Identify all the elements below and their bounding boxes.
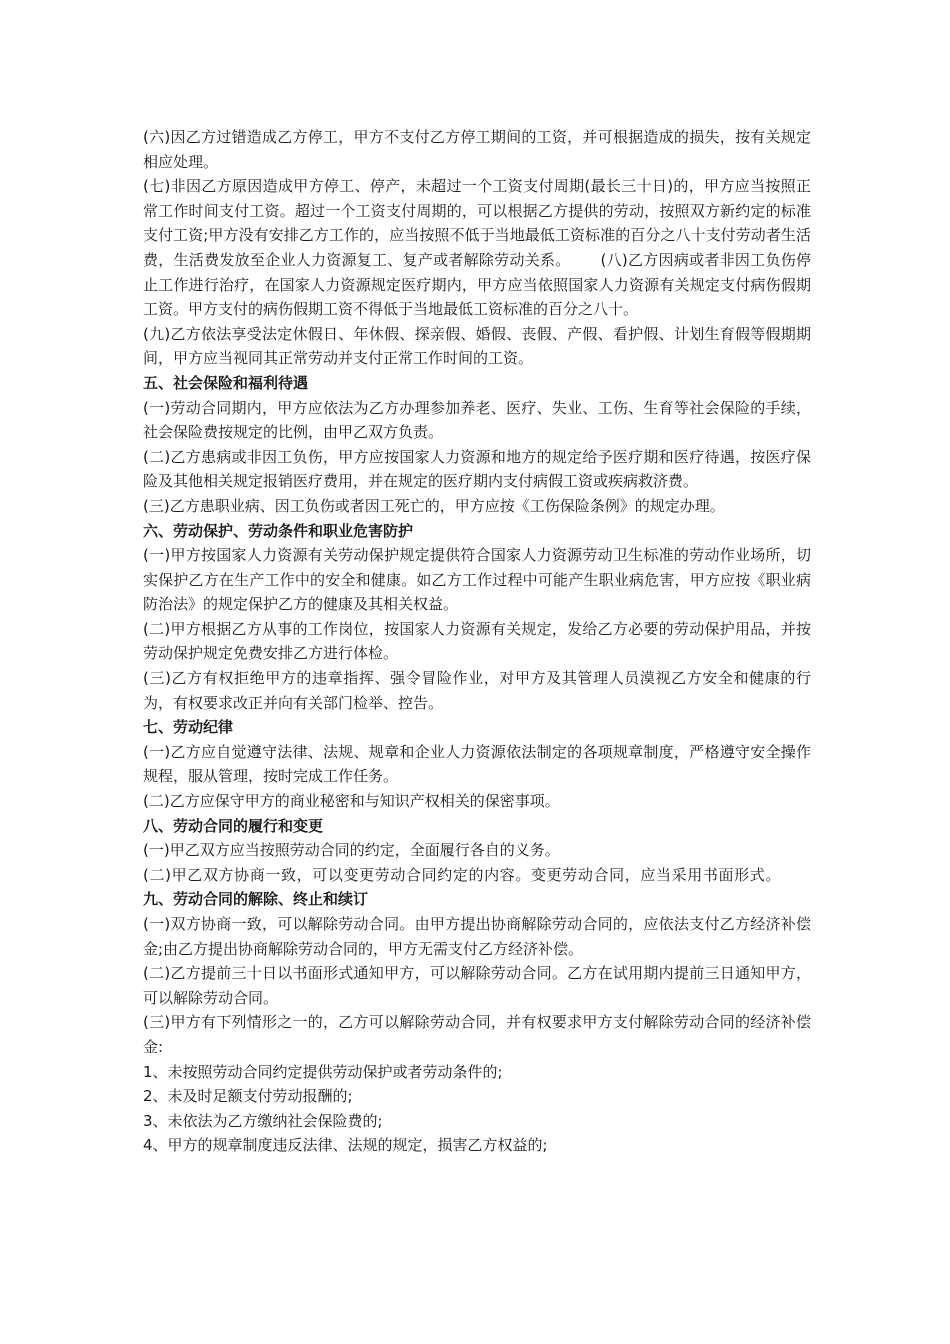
paragraph: (九)乙方依法享受法定休假日、年休假、探亲假、婚假、丧假、产假、看护假、计划生育假等假期期间，甲方应当视同其正常劳动并支付正常工作时间的工资。 xyxy=(143,324,811,368)
paragraph: (一)乙方应自觉遵守法律、法规、规章和企业人力资源依法制定的各项规章制度，严格遵守安全操作规程，服从管理，按时完成工作任务。 xyxy=(143,742,811,786)
paragraph: (六)因乙方过错造成乙方停工，甲方不支付乙方停工期间的工资，并可根据造成的损失，按有关规定相应处理。 xyxy=(143,128,811,171)
paragraph: (一)甲乙双方应当按照劳动合同的约定，全面履行各自的义务。 xyxy=(143,841,560,860)
paragraph-text: (七)非因乙方原因造成甲方停工、停产，未超过一个工资支付周期(最长三十日)的，甲方应当按照正常工作时间支付工资。超过一个工资支付周期的，可以根据乙方提供的劳动，按照双方新约定的标准支付工资;甲方没有安排乙方工作的，应当按照不低于当地最低工资标准的百分之八十支付劳动者生活费，生活费发放至企业人力资源复工、复产或者解除劳动关系。 xyxy=(143,177,811,269)
paragraph: (二)乙方患病或非因工负伤，甲方应按国家人力资源和地方的规定给予医疗期和医疗待遇，按医疗保险及其他相关规定报销医疗费用，并在规定的医疗期内支付病假工资或疾病救济费。 xyxy=(143,447,811,491)
paragraph-text: (八)乙方因病或者非因工负伤停止工作进行治疗，在国家人力资源规定医疗期内，甲方应当依照国家人力资源有关规定支付病伤假期工资。甲方支付的病伤假期工资不得低于当地最低工资标准的百分之八十。 xyxy=(143,250,811,319)
paragraph: (三)甲方有下列情形之一的，乙方可以解除劳动合同，并有权要求甲方支付解除劳动合同的经济补偿金: xyxy=(143,1013,811,1056)
paragraph: (二)乙方应保守甲方的商业秘密和与知识产权相关的保密事项。 xyxy=(143,792,560,811)
list-item: 4、甲方的规章制度违反法律、法规的规定，损害乙方权益的; xyxy=(143,1136,548,1155)
list-item: 3、未依法为乙方缴纳社会保险费的; xyxy=(143,1111,383,1130)
list-item: 1、未按照劳动合同约定提供劳动保护或者劳动条件的; xyxy=(143,1062,503,1081)
paragraph xyxy=(143,863,811,912)
paragraph: (一)劳动合同期内，甲方应依法为乙方办理参加养老、医疗、失业、工伤、生育等社会保险的手续，社会保险费按规定的比例，由甲乙双方负责。 xyxy=(143,398,811,442)
section-heading: 七、劳动纪律 xyxy=(143,718,234,737)
document-page xyxy=(143,125,811,1158)
list-item: 2、未及时足额支付劳动报酬的; xyxy=(143,1087,353,1106)
section-heading: 八、劳动合同的履行和变更 xyxy=(143,816,324,835)
paragraph: (一)双方协商一致，可以解除劳动合同。由甲方提出协商解除劳动合同的，应依法支付乙方经济补偿金;由乙方提出协商解除劳动合同的，甲方无需支付乙方经济补偿。 xyxy=(143,915,811,958)
paragraph xyxy=(143,174,811,322)
section-heading: 五、社会保险和福利待遇 xyxy=(143,373,309,392)
paragraph: (一)甲方按国家人力资源有关劳动保护规定提供符合国家人力资源劳动卫生标准的劳动作业场所，切实保护乙方在生产工作中的安全和健康。如乙方工作过程中可能产生职业病危害，甲方应按《职业病防治法》的规定保护乙方的健康及其相关权益。 xyxy=(143,546,811,614)
section-heading: 六、劳动保护、劳动条件和职业危害防护 xyxy=(143,521,414,540)
paragraph: (三)乙方患职业病、因工负伤或者因工死亡的，甲方应按《工伤保险条例》的规定办理。 xyxy=(143,496,725,515)
section-heading: 九、劳动合同的解除、终止和续订 xyxy=(143,890,369,909)
paragraph: (三)乙方有权拒绝甲方的违章指挥、强令冒险作业，对甲方及其管理人员漠视乙方安全和健康的行为，有权要求改正并向有关部门检举、控告。 xyxy=(143,669,811,712)
paragraph: (二)乙方提前三十日以书面形式通知甲方，可以解除劳动合同。乙方在试用期内提前三日通知甲方，可以解除劳动合同。 xyxy=(143,964,811,1007)
paragraph-text: (二)甲乙双方协商一致，可以变更劳动合同约定的内容。变更劳动合同，应当采用书面形式。 xyxy=(143,865,781,884)
paragraph: (二)甲方根据乙方从事的工作岗位，按国家人力资源有关规定，发给乙方必要的劳动保护用品，并按劳动保护规定免费安排乙方进行体检。 xyxy=(143,619,811,663)
